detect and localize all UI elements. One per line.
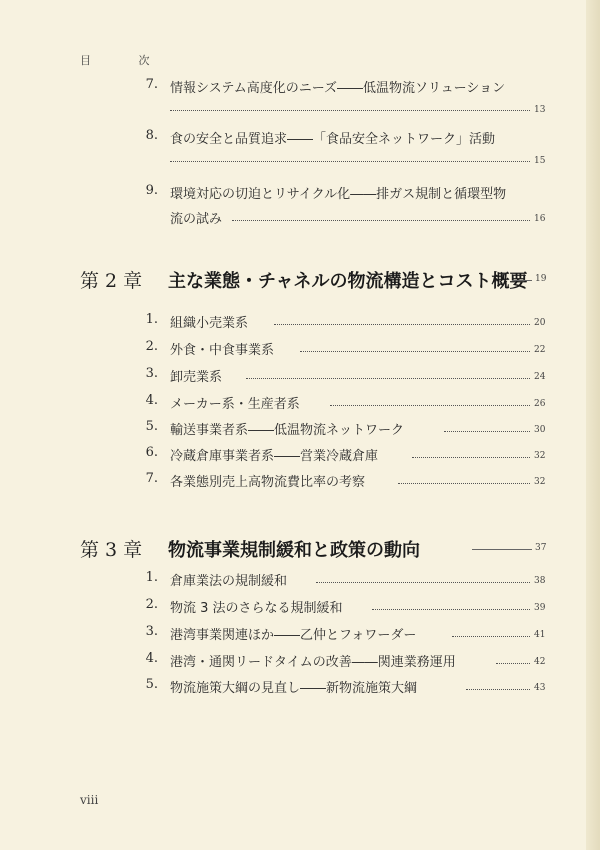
- entry-page: 38: [534, 576, 546, 586]
- entry-page: 32: [534, 477, 546, 487]
- dot-leader: [316, 582, 530, 583]
- entry-page: 16: [534, 214, 546, 224]
- entry-title: 外食・中食事業系: [170, 343, 275, 358]
- entry-title: メーカー系・生産者系: [170, 397, 300, 412]
- entry-title-line1: 環境対応の切迫とリサイクル化――排ガス規制と循環型物: [170, 187, 507, 202]
- entry-title: 輸送事業者系――低温物流ネットワーク: [170, 423, 405, 438]
- page-folio: viii: [80, 793, 99, 807]
- dot-leader: [398, 483, 530, 484]
- entry-number: 2.: [145, 597, 158, 612]
- entry-page: 13: [534, 105, 546, 115]
- entry-page: 32: [534, 451, 546, 461]
- entry-number: 6.: [145, 445, 158, 460]
- entry-title: 港湾事業関連ほか――乙仲とフォワーダー: [170, 628, 417, 643]
- running-header: 目 次: [80, 54, 172, 67]
- entry-number: 5.: [145, 419, 158, 434]
- entry-title: 組織小売業系: [170, 316, 249, 331]
- entry-title: 物流施策大綱の見直し――新物流施策大綱: [170, 681, 418, 696]
- chapter-rule: [472, 549, 532, 550]
- entry-number: 3.: [145, 624, 158, 639]
- chapter-label: 第 3 章: [80, 539, 143, 561]
- dot-leader: [372, 609, 530, 610]
- dot-leader: [444, 431, 530, 432]
- chapter-rule: [512, 280, 532, 281]
- entry-number: 8.: [145, 128, 158, 143]
- entry-number: 1.: [145, 312, 158, 327]
- entry-page: 24: [534, 372, 546, 382]
- entry-page: 41: [534, 630, 546, 640]
- entry-number: 7.: [145, 77, 158, 92]
- dot-leader: [232, 220, 530, 221]
- entry-number: 4.: [145, 651, 158, 666]
- entry-title: 卸売業系: [170, 370, 223, 385]
- entry-number: 5.: [145, 677, 158, 692]
- entry-title: 情報システム高度化のニーズ――低温物流ソリューション: [170, 81, 506, 96]
- dot-leader: [274, 324, 530, 325]
- dot-leader: [330, 405, 530, 406]
- chapter-page: 37: [535, 543, 547, 553]
- entry-page: 26: [534, 399, 546, 409]
- dot-leader: [496, 663, 530, 664]
- entry-page: 20: [534, 318, 546, 328]
- entry-number: 9.: [145, 183, 158, 198]
- entry-title-line2: 流の試み: [170, 212, 223, 227]
- entry-page: 39: [534, 603, 546, 613]
- entry-number: 1.: [145, 570, 158, 585]
- entry-page: 42: [534, 657, 546, 667]
- dot-leader: [246, 378, 530, 379]
- entry-title: 物流 3 法のさらなる規制緩和: [170, 601, 343, 616]
- chapter-title: 主な業態・チャネルの物流構造とコスト概要: [168, 271, 528, 292]
- entry-title: 食の安全と品質追求――「食品安全ネットワーク」活動: [170, 132, 496, 147]
- chapter-title: 物流事業規制緩和と政策の動向: [168, 540, 420, 561]
- page-edge: [586, 0, 600, 850]
- entry-title: 冷蔵倉庫事業者系――営業冷蔵倉庫: [170, 449, 379, 464]
- entry-number: 3.: [145, 366, 158, 381]
- entry-number: 4.: [145, 393, 158, 408]
- entry-page: 30: [534, 425, 546, 435]
- entry-number: 2.: [145, 339, 158, 354]
- entry-title: 各業態別売上高物流費比率の考察: [170, 475, 366, 490]
- entry-page: 22: [534, 345, 546, 355]
- dot-leader: [300, 351, 530, 352]
- dot-leader: [170, 161, 530, 162]
- chapter-page: 19: [535, 274, 547, 284]
- entry-number: 7.: [145, 471, 158, 486]
- dot-leader: [170, 110, 530, 111]
- entry-title: 倉庫業法の規制緩和: [170, 574, 288, 589]
- entry-page: 43: [534, 683, 546, 693]
- dot-leader: [412, 457, 530, 458]
- dot-leader: [466, 689, 530, 690]
- entry-title: 港湾・通関リードタイムの改善――関連業務運用: [170, 655, 456, 670]
- dot-leader: [452, 636, 530, 637]
- chapter-label: 第 2 章: [80, 270, 143, 292]
- entry-page: 15: [534, 156, 546, 166]
